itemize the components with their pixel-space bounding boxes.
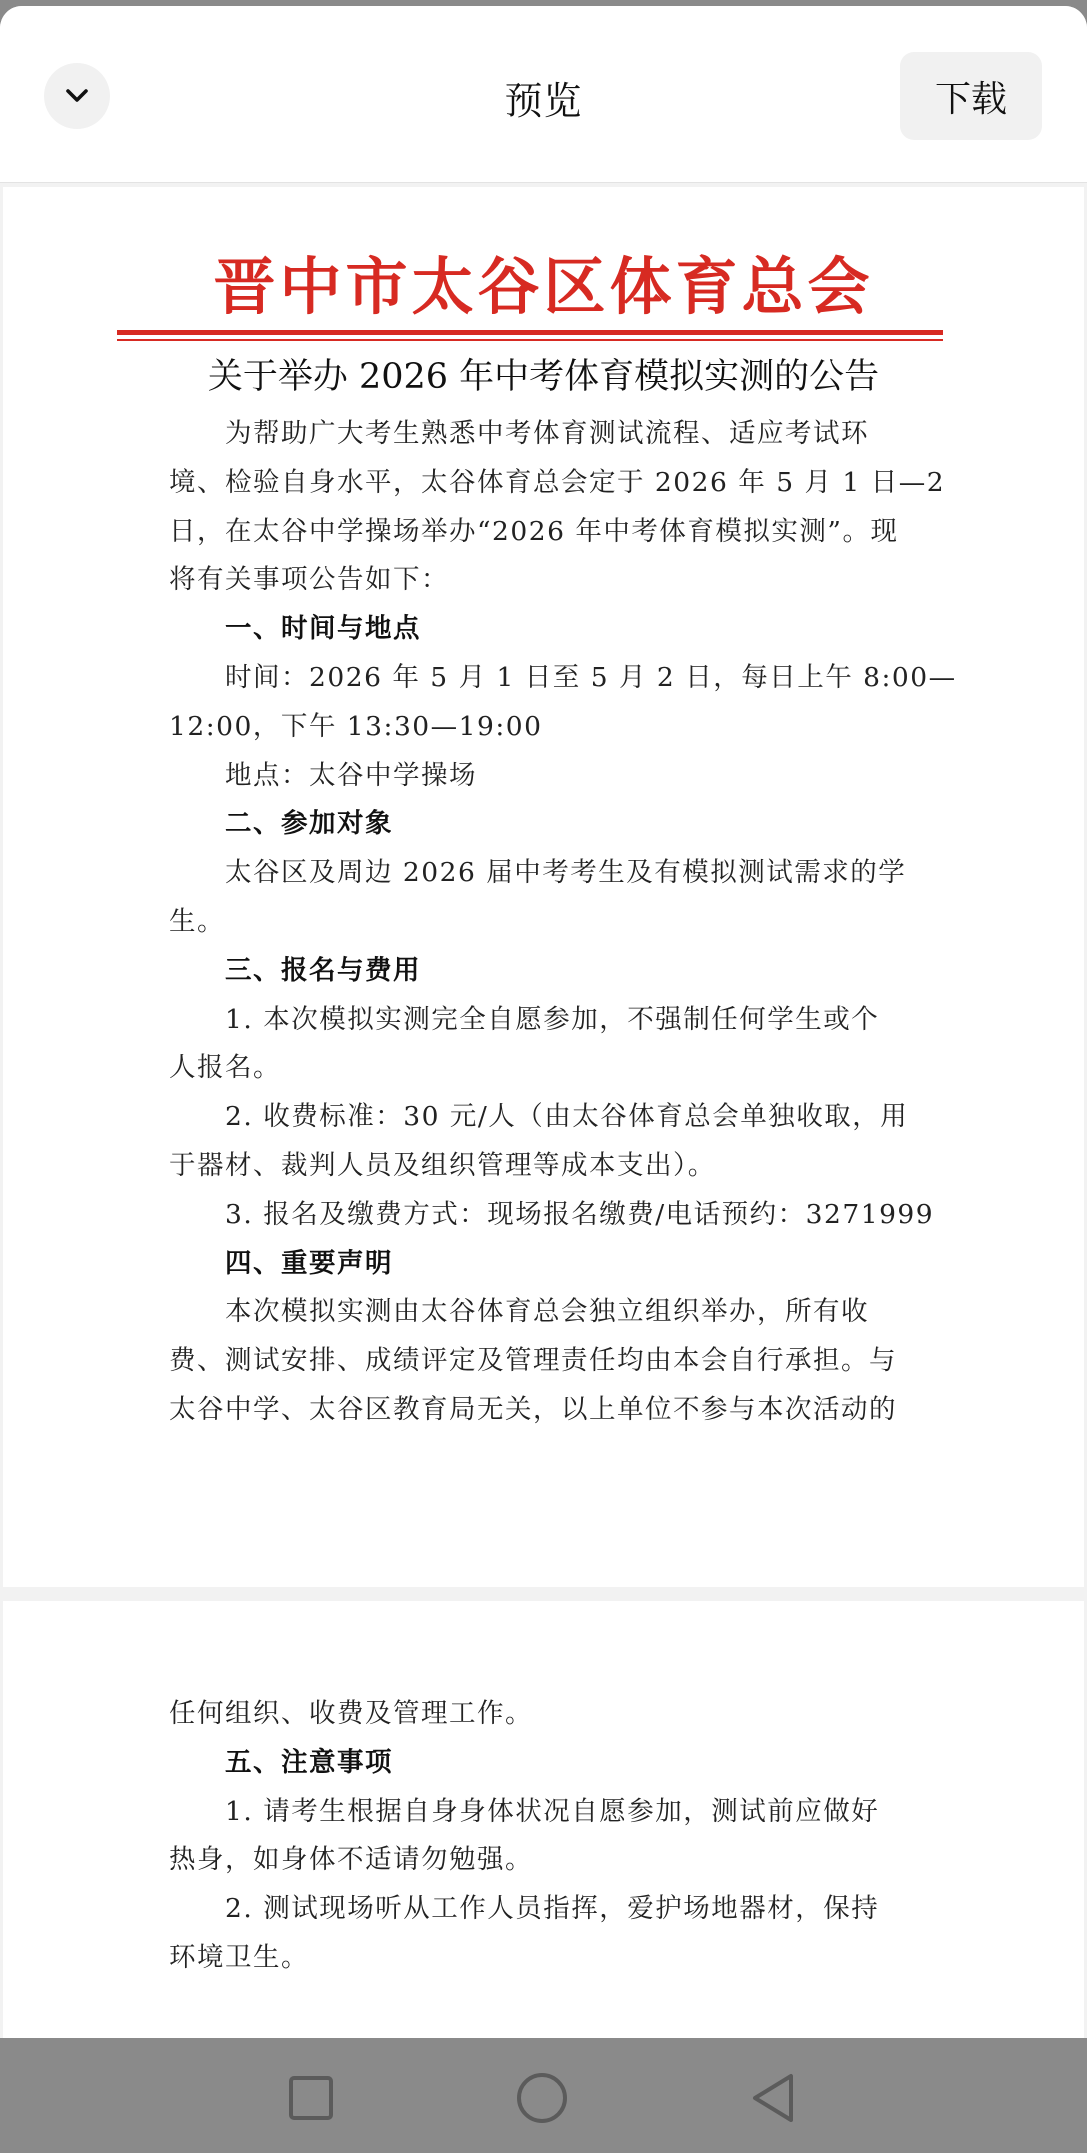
organization-header: 晋中市太谷区体育总会 <box>213 250 874 323</box>
paragraph-line: 为帮助广大考生熟悉中考体育测试流程、适应考试环 <box>225 418 869 449</box>
paragraph-line: 于器材、裁判人员及组织管理等成本支出）。 <box>169 1150 716 1181</box>
section-heading: 五、注意事项 <box>225 1746 393 1778</box>
paragraph-line: 将有关事项公告如下： <box>169 564 449 596</box>
paragraph-line: 12:00，下午 13:30—19:00 <box>169 710 543 742</box>
paragraph-line: 环境卫生。 <box>169 1942 309 1973</box>
paragraph-line: 生。 <box>169 906 225 937</box>
preview-sheet <box>0 6 1087 2044</box>
paragraph-line: 地点：太谷中学操场 <box>225 759 477 791</box>
paragraph-line: 1. 请考生根据自身身体状况自愿参加，测试前应做好 <box>225 1795 880 1827</box>
red-divider-thick <box>117 330 943 335</box>
triangle-back-icon <box>738 2062 810 2134</box>
preview-header <box>0 6 1087 183</box>
paragraph-line: 2. 收费标准：30 元/人（由太谷体育总会单独收取，用 <box>225 1101 909 1133</box>
circle-icon <box>506 2062 578 2134</box>
paragraph-line: 太谷区及周边 2026 届中考考生及有模拟测试需求的学 <box>225 857 907 889</box>
page-title: 预览 <box>504 79 583 123</box>
document-viewer[interactable] <box>0 183 1087 2044</box>
square-icon <box>275 2062 347 2134</box>
paragraph-line: 热身，如身体不适请勿勉强。 <box>169 1844 533 1876</box>
red-divider-thin <box>117 339 943 341</box>
paragraph-line: 本次模拟实测由太谷体育总会独立组织举办，所有收 <box>225 1296 869 1328</box>
recent-apps-button[interactable] <box>275 2062 347 2134</box>
document-title: 关于举办 2026 年中考体育模拟实测的公告 <box>207 357 880 397</box>
paragraph-line: 境、检验自身水平，太谷体育总会定于 2026 年 5 月 1 日—2 <box>169 466 946 498</box>
section-heading: 三、报名与费用 <box>225 954 421 986</box>
paragraph-line: 日，在太谷中学操场举办“2026 年中考体育模拟实测”。现 <box>169 515 899 547</box>
document-page-2 <box>3 1601 1084 2044</box>
section-heading: 四、重要声明 <box>225 1247 393 1279</box>
system-nav-bar <box>0 2038 1087 2153</box>
paragraph-line: 费、测试安排、成绩评定及管理责任均由本会自行承担。与 <box>169 1345 897 1377</box>
paragraph-line: 1. 本次模拟实测完全自愿参加，不强制任何学生或个 <box>225 1003 880 1035</box>
document-page-1 <box>3 187 1084 1587</box>
paragraph-line: 任何组织、收费及管理工作。 <box>169 1698 533 1729</box>
paragraph-line: 人报名。 <box>169 1052 281 1084</box>
download-button[interactable]: 下载 <box>900 52 1042 140</box>
back-button[interactable] <box>738 2062 810 2134</box>
section-heading: 二、参加对象 <box>225 808 393 840</box>
section-heading: 一、时间与地点 <box>225 613 421 645</box>
paragraph-line: 时间：2026 年 5 月 1 日至 5 月 2 日，每日上午 8:00— <box>225 662 957 693</box>
paragraph-line: 2. 测试现场听从工作人员指挥，爱护场地器材，保持 <box>225 1893 880 1925</box>
paragraph-line: 太谷中学、太谷区教育局无关，以上单位不参与本次活动的 <box>169 1394 897 1425</box>
home-button[interactable] <box>506 2062 578 2134</box>
paragraph-line: 3. 报名及缴费方式：现场报名缴费/电话预约：3271999 <box>225 1198 935 1230</box>
